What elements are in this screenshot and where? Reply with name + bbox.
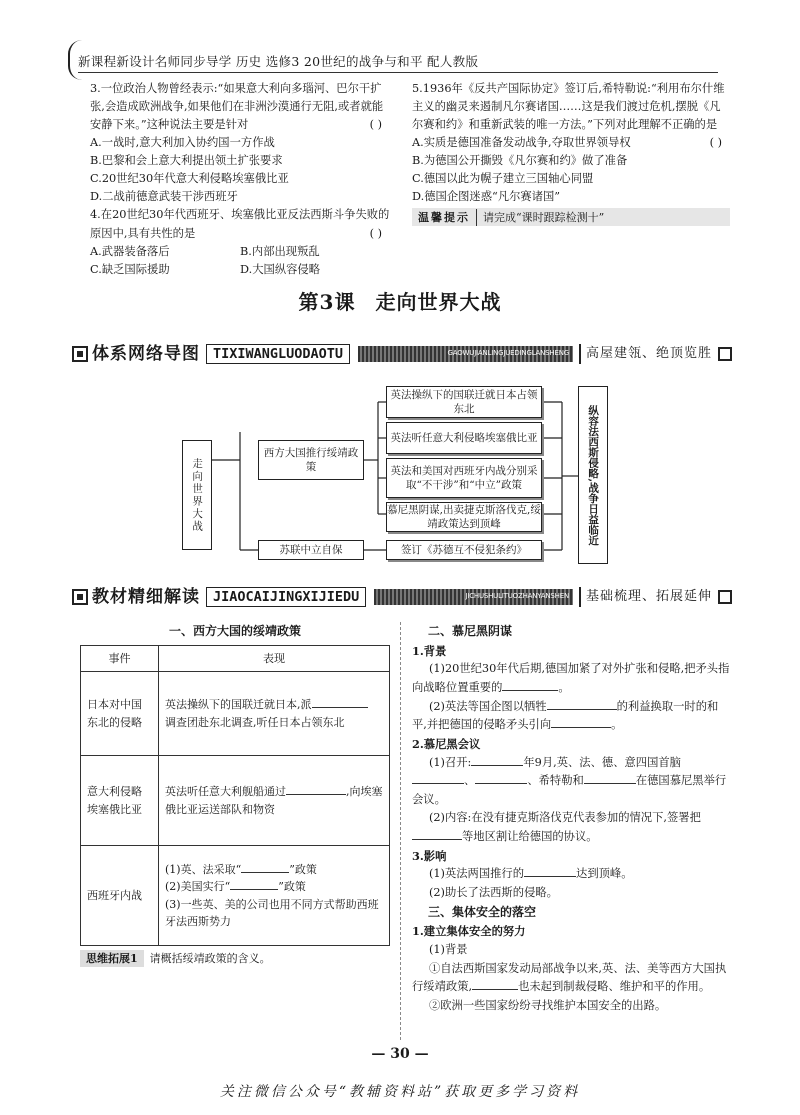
- mind-map-branch-appeasement: 西方大国推行绥靖政策: [258, 440, 364, 480]
- table-header-event: 事件: [81, 645, 159, 672]
- paragraph: (2)内容:在没有捷克斯洛伐克代表参加的情况下,签署把等地区割让给德国的协议。: [412, 809, 730, 846]
- header-rule: [78, 72, 718, 73]
- paragraph: (1)英法两国推行的 达到顶峰。: [428, 867, 633, 881]
- sub-heading: 3.影响: [412, 848, 447, 863]
- question-4-option: C.缺乏国际援助: [90, 262, 170, 276]
- band-slogan: 基础梳理、拓展延伸: [579, 587, 712, 607]
- paragraph: (1)召开: 年9月,英、法、德、意四国首脑、 、希特勒和 在德国慕尼黑举行会议。: [412, 755, 727, 806]
- mind-map-item: 英法听任意大利侵略埃塞俄比亚: [386, 422, 542, 454]
- section-heading: 二、慕尼黑阴谋: [428, 624, 513, 638]
- sub-heading: 1.建立集体安全的努力: [412, 924, 526, 939]
- section-band-reading: [72, 584, 732, 610]
- question-3: [90, 80, 390, 206]
- table-header-row: [81, 645, 390, 672]
- question-3-option: D.二战前德意武装干涉西班牙: [90, 190, 238, 204]
- question-4: [90, 206, 390, 278]
- appeasement-table: [80, 645, 390, 947]
- table-cell-event: 西班牙内战: [81, 846, 159, 946]
- table-header-desc: 表现: [159, 645, 390, 672]
- table-row: [81, 756, 390, 846]
- question-5-option: B.为德国公开撕毁《凡尔赛和约》做了准备: [412, 154, 628, 168]
- lesson-name: 走向世界大战: [375, 290, 502, 314]
- question-3-stem: 3.一位政治人物曾经表示:“如果意大利向多瑙河、巴尔干扩张,会造成欧洲战争,如果他们在非洲沙漠通行无阻,或者就能安静下来。”这种说法主要是针对 ( ): [90, 82, 384, 132]
- table-cell-desc: (1)英、法采取“ ”政策 (2)美国实行“ ”政策 (3)一些英、美的公司也用不同方式帮助西班牙法西斯势力: [159, 846, 390, 946]
- paragraph: (1)20世纪30年代后期,德国加紧了对外扩张和侵略,把矛头指向战略位置重要的 。: [412, 662, 730, 695]
- sub-heading: 1.背景: [412, 643, 447, 658]
- band-title: 教材精细解读: [92, 586, 200, 607]
- question-5-option: A.实质是德国准备发动战争,夺取世界领导权: [412, 136, 631, 150]
- mind-map-root: 走向世界大战: [182, 440, 212, 550]
- table-cell-desc: 英法操纵下的国联迁就日本,派 调查团赴东北调查,听任日本占领东北: [159, 672, 390, 756]
- mind-map-branch-soviet: 苏联中立自保: [258, 540, 364, 560]
- paragraph: (2)英法等国企图以牺牲 的利益换取一时的和平,并把德国的侵略矛头引向 。: [412, 699, 719, 732]
- column-divider: [400, 622, 401, 1040]
- mind-map-item: 英法操纵下的国联迁就日本占领东北: [386, 386, 542, 418]
- munich-section: [412, 622, 730, 1015]
- table-row: [81, 672, 390, 756]
- table-cell-event: 意大利侵略埃塞俄比亚: [81, 756, 159, 846]
- mind-map-item: 英法和美国对西班牙内战分别采取“不干涉”和“中立”政策: [386, 458, 542, 498]
- band-pinyin: TIXIWANGLUODAOTU: [206, 344, 350, 364]
- running-header: 新课程新设计名师同步导学 历史 选修3 20世纪的战争与和平 配人教版: [78, 54, 479, 69]
- section-square-icon: [72, 346, 88, 362]
- footer-note: 关注微信公众号“教辅资料站”获取更多学习资料: [219, 1084, 581, 1100]
- question-3-option: B.巴黎和会上意大利提出领土扩张要求: [90, 154, 283, 168]
- question-4-option: B.内部出现叛乱: [240, 244, 320, 258]
- band-stripe: GAOWUJIANLINGJUEDINGLANSHENG: [358, 346, 573, 362]
- appeasement-section: [80, 622, 390, 967]
- section-square-icon: [72, 589, 88, 605]
- mind-map-item: 慕尼黑阴谋,出卖捷克斯洛伐克,绥靖政策达到顶峰: [387, 503, 541, 530]
- table-row: [81, 846, 390, 946]
- question-4-stem: 4.在20世纪30年代西班牙、埃塞俄比亚反法西斯斗争失败的原因中,具有共性的是 ( ): [90, 208, 390, 240]
- mind-map: [72, 372, 728, 582]
- question-4-option: D.大国纵容侵略: [240, 262, 321, 276]
- table-cell-event: 日本对中国东北的侵略: [81, 672, 159, 756]
- think-label: 思维拓展1: [80, 950, 144, 967]
- mind-map-item-soviet: 签订《苏德互不侵犯条约》: [386, 540, 542, 560]
- question-3-option: C.20世纪30年代意大利侵略埃塞俄比亚: [90, 172, 289, 186]
- think-text: 请概括绥靖政策的含义。: [149, 952, 271, 966]
- paragraph: (2)助长了法西斯的侵略。: [428, 885, 558, 899]
- thinking-extension: [80, 950, 390, 967]
- section-square-icon: [718, 590, 732, 604]
- section-square-icon: [718, 347, 732, 361]
- paragraph: ①自法西斯国家发动局部战争以来,英、法、美等西方大国执行绥靖政策, 也未起到制裁侵略、维护和平的作用。: [412, 961, 727, 994]
- question-5-stem: 5.1936年《反共产国际协定》签订后,希特勒说:“利用布尔什维主义的幽灵来遏制凡尔赛诸国……这是我们渡过危机,摆脱《凡尔赛和约》和重新武装的唯一方法。”下列对此理解不正确的是 ( ): [412, 82, 725, 150]
- mind-map-result: 纵容法西斯侵略,战争日益临近: [578, 386, 608, 564]
- table-cell-desc: 英法听任意大利舰船通过 ,向埃塞俄比亚运送部队和物资: [159, 756, 390, 846]
- tip-text: 请完成“课时跟踪检测十”: [476, 209, 604, 227]
- question-3-option: A.一战时,意大利加入协约国一方作战: [90, 136, 275, 150]
- sub-heading: 2.慕尼黑会议: [412, 736, 481, 751]
- lesson-number: 第3课: [298, 290, 356, 314]
- question-5-option: C.德国以此为幌子建立三国轴心同盟: [412, 172, 594, 186]
- paragraph: ②欧洲一些国家纷纷寻找维护本国安全的出路。: [428, 998, 667, 1012]
- lesson-title: [0, 287, 800, 318]
- section-heading: 三、集体安全的落空: [428, 904, 537, 919]
- paragraph: (1)背景: [428, 942, 468, 956]
- question-5-option: D.德国企图迷惑“凡尔赛诸国”: [412, 190, 561, 204]
- question-4-option: A.武器装备落后: [90, 244, 170, 258]
- question-5: [412, 80, 730, 206]
- section-band-mindmap: [72, 341, 732, 367]
- band-title: 体系网络导图: [92, 343, 200, 364]
- tip-bar: [412, 208, 730, 226]
- questions-left: [90, 80, 390, 279]
- section-heading: 一、西方大国的绥靖政策: [168, 624, 301, 638]
- questions-right: [412, 80, 730, 226]
- band-pinyin: JIAOCAIJINGXIJIEDU: [206, 587, 366, 607]
- page-number: — 30 —: [371, 1046, 429, 1062]
- tip-label: 温馨提示: [418, 210, 470, 224]
- band-stripe: JICHUSHULITUOZHANYANSHEN: [374, 589, 573, 605]
- band-slogan: 高屋建瓴、绝顶览胜: [579, 344, 712, 364]
